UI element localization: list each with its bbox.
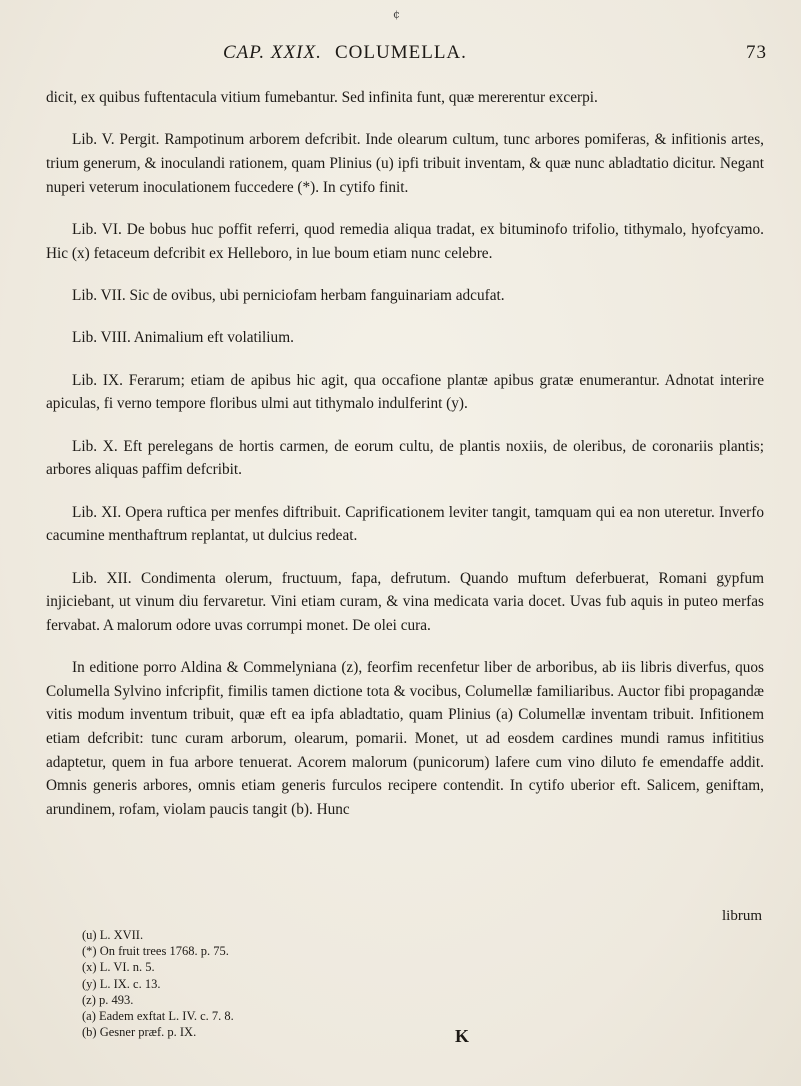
footnote-y: (y) L. IX. c. 13. (82, 976, 161, 991)
catchword: librum (722, 908, 762, 924)
footnotes (82, 927, 582, 1040)
footnote-a: (a) Eadem exftat L. IV. c. 7. 8. (82, 1009, 234, 1024)
footnote-star: (*) On fruit trees 1768. p. 75. (82, 944, 229, 959)
signature-mark: K (455, 1026, 470, 1046)
footnote-b: (b) Gesner præf. p. IX. (82, 1025, 197, 1040)
main-text (46, 86, 764, 840)
paragraph-lib-7: Lib. VII. Sic de ovibus, ubi perniciofam herbam fanguinariam adcufat. (72, 286, 505, 304)
paragraph-lib-9: Lib. IX. Ferarum; etiam de apibus hic agit, qua occafione plantæ apibus gratæ enumerantur. Adnotat interire apiculas, fi verno tempore floribus ulmi aut tithymalo indulferint (y). (46, 371, 764, 413)
paragraph-lib-12: Lib. XII. Condimenta olerum, fructuum, fapa, defrutum. Quando muftum deferbuerat, Romani gypfum injiciebant, ut vinum diu fervaretur. Vini etiam curam, & vina medicata varia docet. Uvas fub aquis in puteo merfas fervabat. A malorum odore uvas corrumpi monet. De olei cura. (46, 569, 764, 634)
footnote-u: (u) L. XVII. (82, 928, 144, 942)
printer-mark: ¢ (393, 8, 400, 21)
page-number: 73 (746, 42, 767, 63)
running-header (0, 42, 801, 72)
paragraph-lib-8: Lib. VIII. Animalium eft volatilium. (72, 329, 294, 347)
paragraph-lib-5: Lib. V. Pergit. Rampotinum arborem defcribit. Inde olearum cultum, tunc arbores pomiferas, & infitionis artes, trium generum, & inoculandi rationem, quam Plinius (u) ipfi tribuit inventam, & quæ nunc abladtatio dicitur. Negant nuperi veterum inoculationem fuccedere (*). In cytifo finit. (46, 131, 764, 196)
paragraph-editions: In editione porro Aldina & Commelyniana (z), feorfim recenfetur liber de arboribus, ab iis libris diverfus, quos Columella Sylvino infcripfit, fimilis tamen dictione tota & vocibus, Columellæ familiaribus. Auctor fibi propagandæ vitis modum inventum tribuit, quæ eft ea ipfa abladtatio, quam Plinius (a) Columellæ inventam tribuit. Infitionem etiam defcribit: tunc curam arborum, olearum, pomarii. Monet, ut ad eosdem cardines mundi ramus infititius adaptetur, quem in fua arbore tenuerat. Acorem malorum (punicorum) lafere cum vino diluto fe emendaffe addit. Omnis generis arbores, omnis etiam generis furculos recipere contendit. In cytifo uberior eft. Salicem, geniftam, arundinem, rofam, violam paucis tangit (b). Hunc (46, 659, 764, 818)
footnote-z: (z) p. 493. (82, 992, 134, 1007)
paragraph-continuation: dicit, ex quibus fuftentacula vitium fumebantur. Sed infinita funt, quæ mererentur excerpi. (46, 89, 598, 106)
paragraph-lib-10: Lib. X. Eft perelegans de hortis carmen, de eorum cultu, de plantis noxiis, de oleribus, de coronariis plantis; arbores aliquas paffim defcribit. (46, 437, 764, 479)
footnote-x: (x) L. VI. n. 5. (82, 960, 155, 975)
chapter-heading: CAP. XXIX. (223, 42, 322, 63)
paragraph-lib-6: Lib. VI. De bobus huc poffit referri, quod remedia aliqua tradat, ex bituminofo trifolio, tithymalo, hyofcyamo. Hic (x) fetaceum defcribit ex Helleboro, in lue boum etiam nunc celebre. (46, 220, 764, 262)
paragraph-lib-11: Lib. XI. Opera ruftica per menfes diftribuit. Caprificationem leviter tangit, tamquam qui ea non uteretur. Inverfo cacumine menthaftrum replantat, ut dulcius redeat. (46, 503, 764, 545)
author-heading: COLUMELLA. (335, 42, 467, 63)
